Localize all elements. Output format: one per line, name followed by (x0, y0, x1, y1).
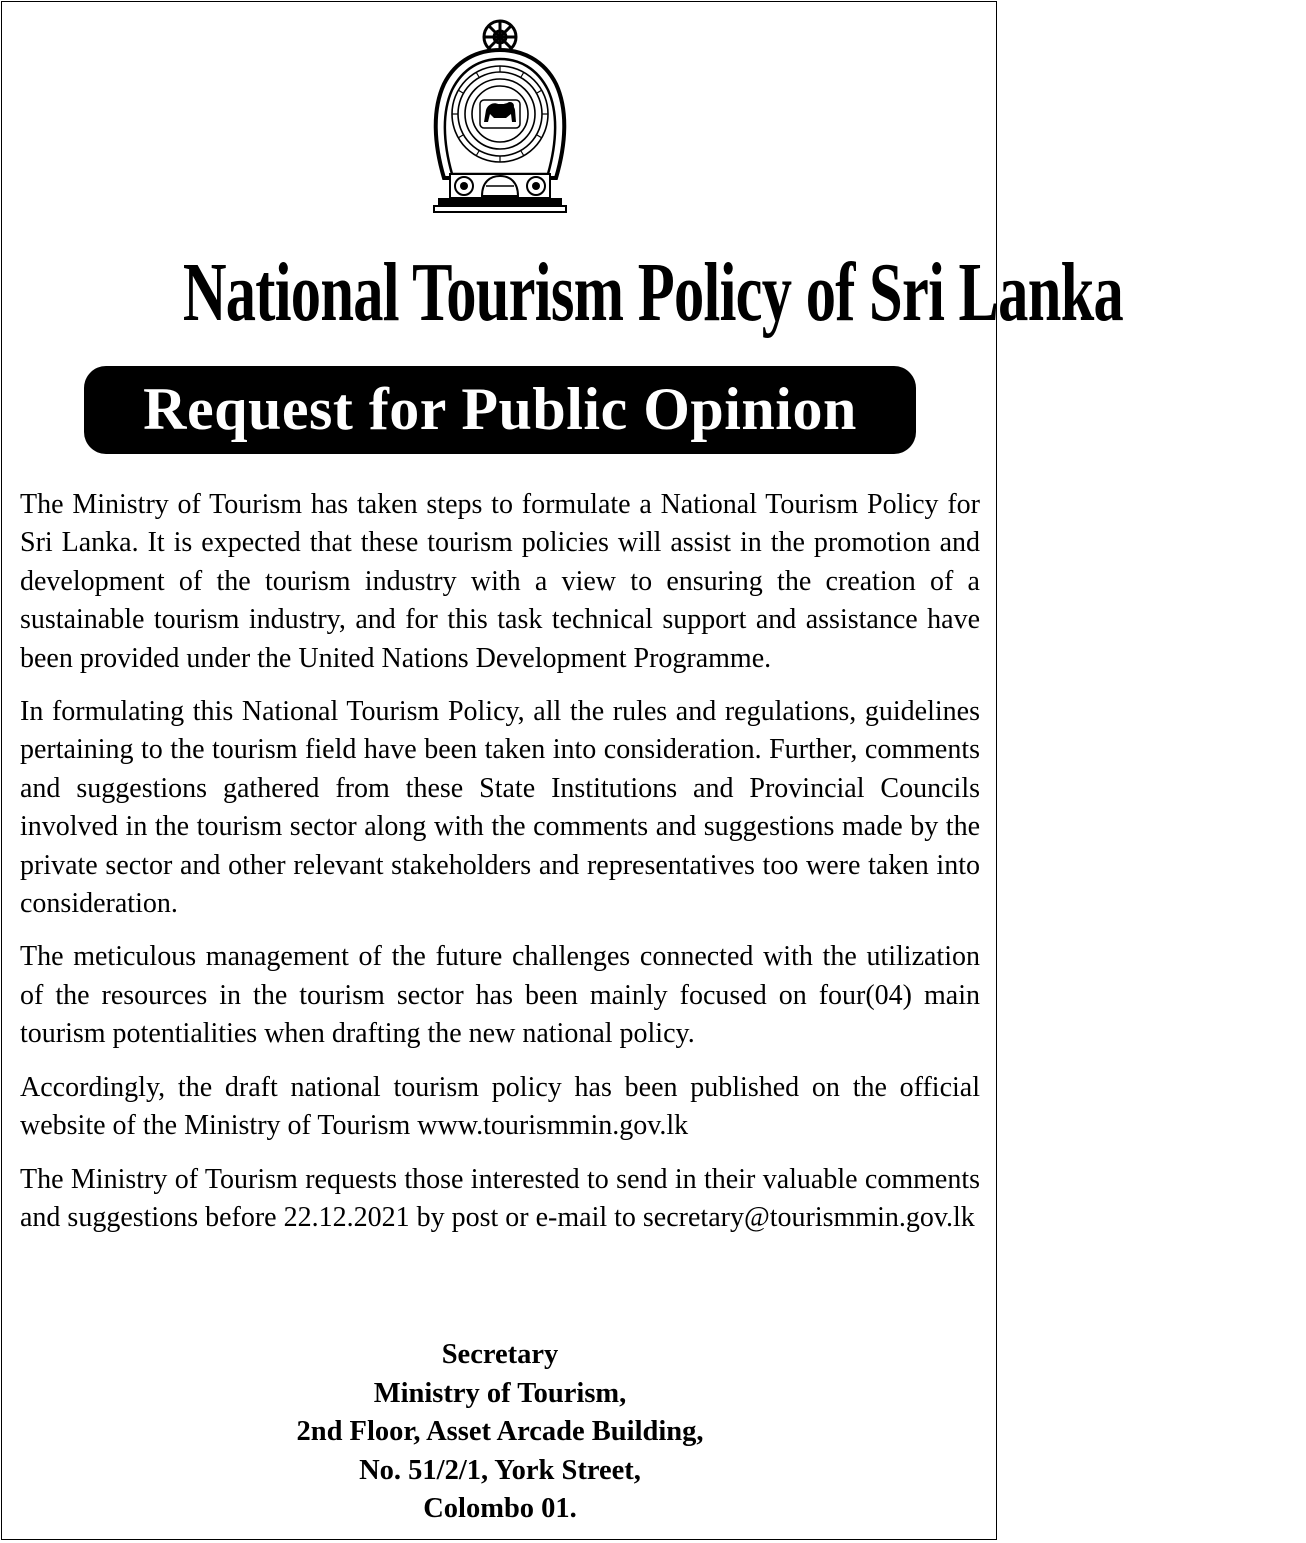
address-line-street: No. 51/2/1, York Street, (359, 1454, 641, 1486)
paragraph: Accordingly, the draft national tourism policy has been published on the official website of the Ministry of Tourism www.tourismmin.gov.lk (20, 1071, 980, 1142)
notice-body (20, 486, 980, 1252)
paragraph: The meticulous management of the future challenges connected with the utilization of the resources in the tourism sector has been mainly focused on four(04) main tourism potentialities when drafting the new national policy. (20, 941, 980, 1050)
document-title (0, 238, 1124, 348)
address-line-building: 2nd Floor, Asset Arcade Building, (296, 1416, 704, 1447)
paragraph: In formulating this National Tourism Policy, all the rules and regulations, guidelines pertaining to the tourism field have been taken into consideration. Further, comments and suggestions gathered from these State Institutions and Provincial Councils involved in the tourism sector along with the comments and suggestions made by the private sector and other relevant stakeholders and representatives too were taken into consideration. (20, 696, 980, 920)
address-line-city: Colombo 01. (423, 1493, 577, 1524)
paragraph: The Ministry of Tourism requests those interested to send in their valuable comments and suggestions before 22.12.2021 by post or e-mail to secretary@tourismmin.gov.lk (20, 1163, 980, 1233)
request-banner-text: Request for Public Opinion (143, 376, 857, 442)
paragraph: The Ministry of Tourism has taken steps to formulate a National Tourism Policy for Sri Lanka. It is expected that these tourism policies will assist in the promotion and development of the tourism industry with a view to ensuring the creation of a sustainable tourism industry, and for this task technical support and assistance have been provided under the United Nations Development Programme. (20, 489, 980, 674)
address-line-title: Secretary (441, 1339, 559, 1370)
request-banner (84, 366, 916, 454)
address-line-ministry: Ministry of Tourism, (373, 1377, 627, 1409)
contact-address (0, 1336, 1000, 1529)
document-title-text: National Tourism Policy of Sri Lanka (182, 246, 1124, 339)
national-emblem-icon (430, 14, 570, 216)
